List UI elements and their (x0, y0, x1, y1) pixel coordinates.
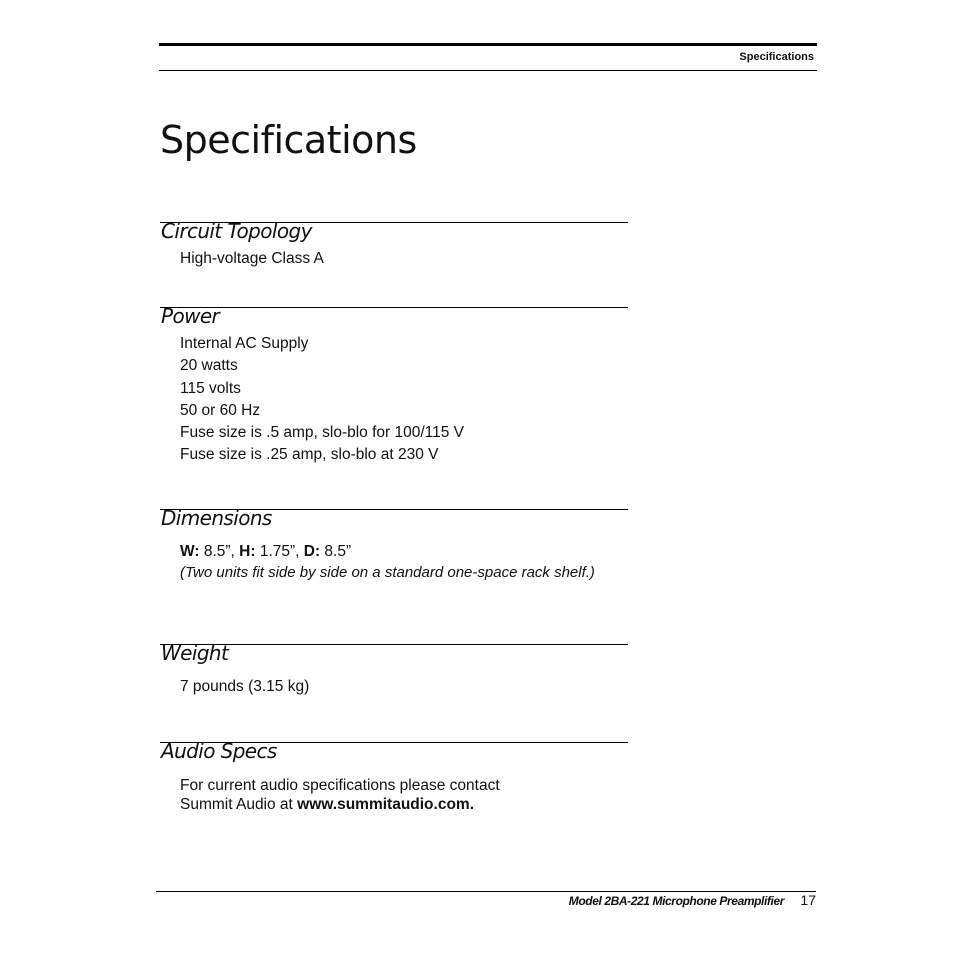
page-number: 17 (800, 892, 816, 908)
width-value: 8.5”, (199, 543, 240, 560)
footer-rule (156, 891, 816, 892)
section-body (180, 248, 324, 270)
section-body (180, 776, 500, 814)
height-label: H: (239, 543, 256, 560)
footer-title: Model 2BA-221 Microphone Preamplifier (568, 894, 784, 908)
dimensions-note: (Two units fit side by side on a standard one-space rack shelf.) (180, 564, 595, 581)
header-rule-thin (159, 70, 817, 71)
website-link[interactable]: www.summitaudio.com. (297, 796, 475, 813)
spec-line: Fuse size is .25 amp, slo-blo at 230 V (180, 446, 439, 464)
spec-line: 50 or 60 Hz (180, 401, 261, 419)
page-title: Specifications (160, 118, 417, 162)
spec-line: 20 watts (180, 357, 238, 375)
height-value: 1.75”, (255, 543, 304, 560)
section-heading: Weight (161, 641, 229, 665)
section-heading: Power (161, 304, 220, 328)
spec-line: Internal AC Supply (180, 335, 309, 352)
section-body (180, 542, 620, 582)
dimensions-line (180, 542, 620, 562)
depth-label: D: (303, 543, 321, 560)
section-rule (160, 307, 628, 308)
spec-line: Fuse size is .5 amp, slo-blo for 100/115 V (180, 424, 465, 442)
running-head: Specifications (739, 51, 814, 63)
spec-line: For current audio specifications please contact (180, 777, 500, 794)
section-heading: Dimensions (161, 506, 272, 530)
header-rule-thick (159, 43, 817, 46)
section-heading: Circuit Topology (161, 219, 312, 243)
spec-line: High-voltage Class A (180, 250, 324, 267)
section-rule (160, 644, 628, 645)
depth-value: 8.5” (320, 543, 352, 560)
contact-prefix: Summit Audio at (180, 796, 298, 813)
width-label: W: (180, 543, 200, 560)
section-body (180, 676, 309, 698)
spec-line: 7 pounds (3.15 kg) (180, 678, 310, 695)
spec-line: 115 volts (180, 379, 241, 397)
spec-line (180, 795, 500, 814)
section-body (180, 333, 464, 467)
section-heading: Audio Specs (161, 739, 277, 763)
